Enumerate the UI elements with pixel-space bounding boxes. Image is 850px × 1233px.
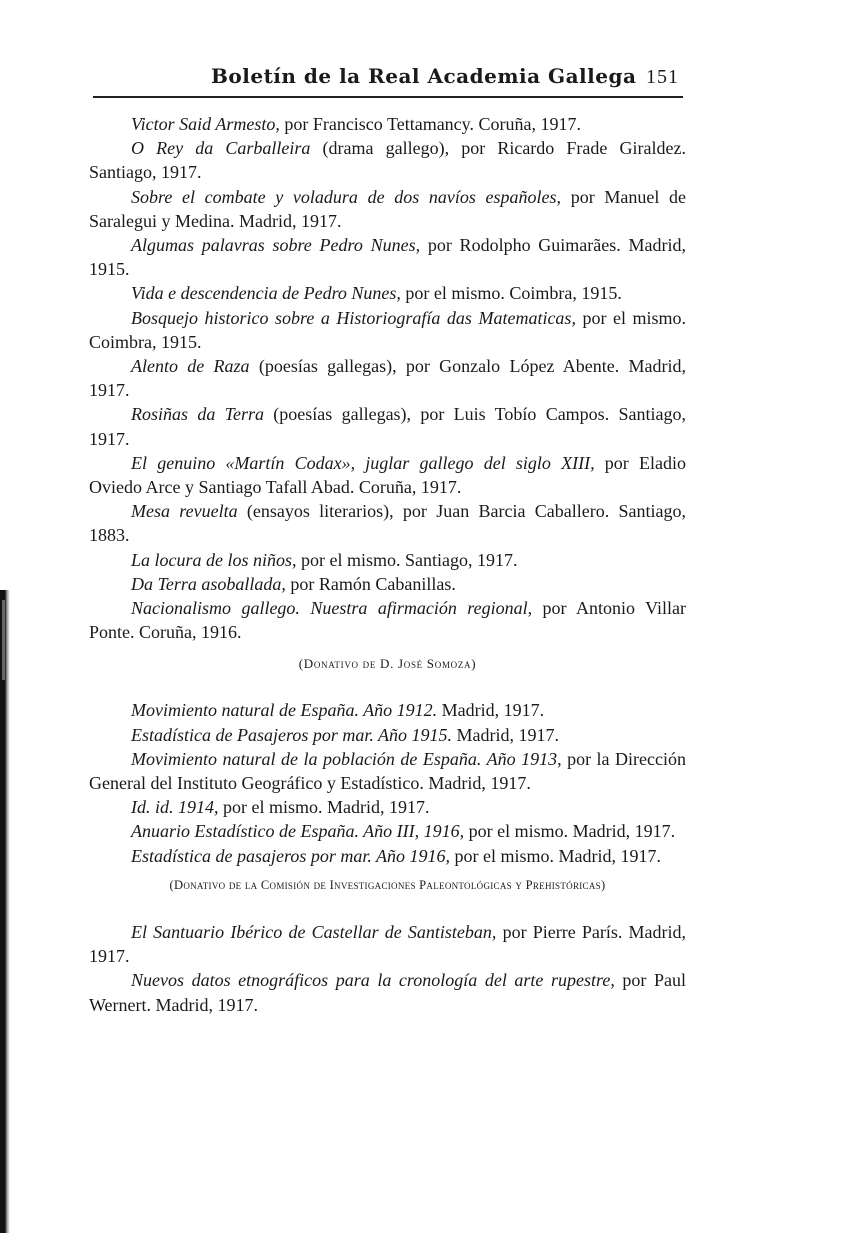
entry-title: Algumas palavras sobre Pedro Nunes, (131, 235, 421, 256)
donation-heading: (Donativo de la Comisión de Investigaciones Paleontológicas y Prehistóricas) (169, 877, 606, 892)
entry-title: Rosiñas da Terra (131, 404, 264, 425)
bibliography-entry (89, 354, 686, 402)
entry-details: por el mismo. Madrid, 1917. (464, 821, 676, 842)
entry-title: Alento de Raza (131, 356, 250, 377)
entry-details: (poesías gallegas), por Gonzalo López Abente. Madrid, 1917. (89, 356, 686, 401)
bibliography-entry (89, 819, 686, 843)
bibliography-entry (89, 451, 686, 499)
entry-title: El genuino «Martín Codax», juglar gallego del siglo XIII, (131, 452, 595, 473)
entry-details: por Francisco Tettamancy. Coruña, 1917. (279, 114, 581, 134)
entry-title: Estadística de Pasajeros por mar. Año 1915. (131, 724, 453, 745)
entry-title: Mesa revuelta (131, 501, 238, 522)
entry-details: por Pierre París. Madrid, 1917. (89, 921, 686, 967)
entry-details: (ensayos literarios), por Juan Barcia Caballero. Santiago, 1883. (89, 501, 687, 546)
entry-details: por el mismo. Coimbra, 1915. (400, 283, 622, 304)
bibliography-entry (89, 596, 686, 644)
entry-details: por Antonio Villar Ponte. Coruña, 1916. (89, 598, 686, 643)
entry-title: Estadística de pasajeros por mar. Año 1916, (131, 845, 451, 866)
entry-details: por el mismo. Santiago, 1917. (296, 549, 518, 570)
entry-details: Madrid, 1917. (437, 700, 545, 721)
entry-details: por Ramón Cabanillas. (285, 573, 456, 594)
entry-title: Movimiento natural de España. Año 1912. (131, 700, 438, 721)
bibliography-entry (89, 499, 686, 547)
entry-title: Movimiento natural de la población de España. Año 1913, (131, 748, 562, 769)
bibliography-entry (89, 723, 686, 747)
entry-title: Vida e descendencia de Pedro Nunes, (131, 283, 401, 304)
entry-details: Madrid, 1917. (452, 724, 560, 745)
bibliography-entry (89, 185, 686, 233)
bibliography-entry (89, 281, 686, 305)
entry-title: Nuevos datos etnográficos para la cronología del arte rupestre, (131, 970, 615, 991)
bibliography-entry (89, 233, 686, 281)
entry-title: Id. id. 1914, (131, 797, 219, 818)
entry-title: Da Terra asoballada, (131, 573, 286, 594)
entry-details: por Paul Wernert. Madrid, 1917. (89, 970, 686, 1015)
entry-title: Anuario Estadístico de España. Año III, 1916, (131, 821, 465, 842)
bibliography-entry (89, 968, 686, 1016)
running-header (93, 62, 683, 98)
bibliography-entry (89, 698, 686, 722)
bibliography-entry (89, 548, 686, 572)
bibliography-entry (89, 136, 686, 184)
entry-details: por Manuel de Saralegui y Medina. Madrid, 1917. (89, 186, 686, 231)
scan-edge-mark (2, 600, 5, 680)
bibliography-entry (89, 572, 686, 596)
page-body (89, 112, 686, 1017)
entry-details: por el mismo. Coimbra, 1915. (89, 307, 687, 352)
entry-details: por la Dirección General del Instituto Geográfico y Estadístico. Madrid, 1917. (89, 748, 687, 794)
entry-title: Nacionalismo gallego. Nuestra afirmación regional, (131, 598, 533, 619)
entry-title: Sobre el combate y voladura de dos navíos españoles, (131, 186, 562, 207)
entry-title: La locura de los niños, (131, 549, 297, 570)
bibliography-entry (89, 920, 686, 968)
entry-title: Bosquejo historico sobre a Historiografía das Matematicas, (131, 307, 576, 328)
page-number: 151 (646, 66, 679, 88)
entry-details: (drama gallego), por Ricardo Frade Giraldez. Santiago, 1917. (89, 138, 686, 183)
entry-title: O Rey da Carballeira (131, 138, 311, 159)
bibliography-entry (89, 795, 686, 819)
entry-details: por Eladio Oviedo Arce y Santiago Tafall Abad. Coruña, 1917. (89, 452, 686, 498)
entry-details: (poesías gallegas), por Luis Tobío Campos. Santiago, 1917. (89, 404, 686, 449)
entry-title: Victor Said Armesto, (131, 114, 280, 134)
journal-title: Boletín de la Real Academia Gallega (211, 64, 637, 88)
donation-heading: (Donativo de D. José Somoza) (298, 656, 477, 672)
scan-edge-shadow (0, 590, 10, 1233)
bibliography-entry (89, 747, 686, 795)
entry-details: por Rodolpho Guimarães. Madrid, 1915. (89, 235, 686, 280)
bibliography-entry (89, 844, 686, 868)
bibliography-entry (89, 112, 686, 136)
entry-details: por el mismo. Madrid, 1917. (218, 797, 430, 818)
entry-details: por el mismo. Madrid, 1917. (450, 845, 661, 866)
bibliography-entry (89, 402, 686, 450)
entry-title: El Santuario Ibérico de Castellar de Santisteban, (131, 921, 497, 942)
bibliography-entry (89, 306, 686, 354)
